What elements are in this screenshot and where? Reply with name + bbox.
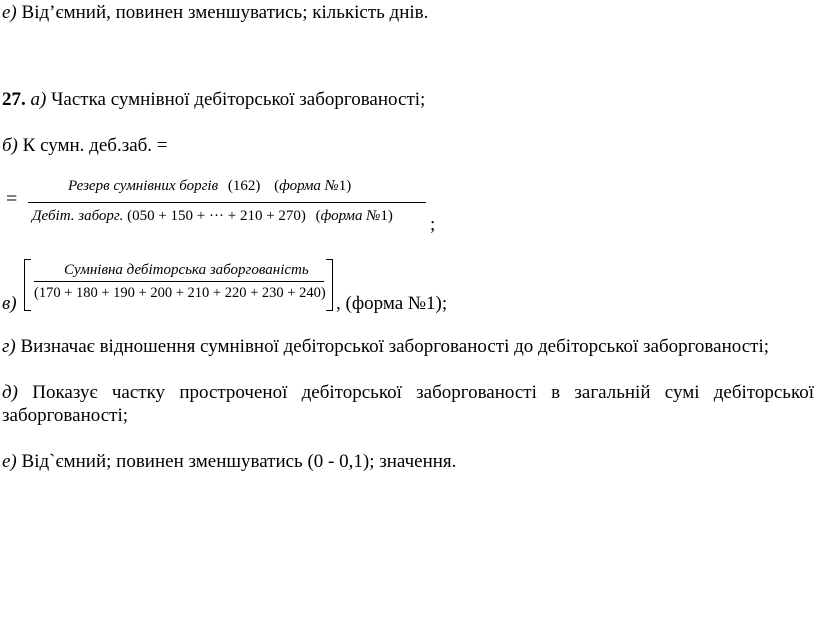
text-g: Визначає відношення сумнівної дебіторської заборгованості до дебіторської заборгованості; xyxy=(20,336,770,357)
v-numerator xyxy=(64,262,309,279)
text-a: Частка сумнівної дебіторської заборгованості; xyxy=(51,89,426,110)
answer-g xyxy=(2,336,769,358)
numerator-form-open: ( xyxy=(274,178,280,194)
denominator-form-open: ( xyxy=(315,208,321,224)
question-number: 27. xyxy=(2,89,26,110)
formula-eq: = xyxy=(6,188,18,210)
denominator-value: (050 + 150 + ··· + 210 + 270) xyxy=(127,208,306,224)
formula-numerator xyxy=(68,178,351,195)
answer-d-line1 xyxy=(2,382,814,404)
formula-semicolon: ; xyxy=(430,214,436,235)
label-b: б) xyxy=(2,135,18,156)
label-e-prev: е) xyxy=(2,2,17,23)
answer-e xyxy=(2,451,456,473)
question-27-a xyxy=(2,89,425,111)
left-bracket xyxy=(24,259,31,311)
numerator-label: Резерв сумнівних боргів xyxy=(68,178,219,194)
text-e-prev: Від’ємний, повинен зменшуватись; кількість днів. xyxy=(21,2,429,23)
text-d-line2: заборгованості; xyxy=(2,405,129,426)
answer-b xyxy=(2,135,168,157)
v-suffix: , (форма №1); xyxy=(336,293,448,314)
numerator-form: форма № xyxy=(279,178,339,194)
numerator-form-close: 1) xyxy=(338,178,352,194)
label-a: а) xyxy=(30,89,47,110)
answer-e-prev xyxy=(2,2,428,24)
formula-denominator xyxy=(32,208,393,225)
label-d: д) xyxy=(2,382,18,403)
denominator-form-close: 1) xyxy=(380,208,393,224)
v-denominator-value: (170 + 180 + 190 + 200 + 210 + 220 + 230 + 240) xyxy=(34,285,326,301)
denominator-form: форма № xyxy=(320,208,381,224)
label-e: е) xyxy=(2,451,17,472)
v-denominator xyxy=(34,285,326,302)
text-d-line1: Показує частку простроченої дебіторської заборгованості в загальній сумі дебіторської xyxy=(32,382,815,403)
denominator-label: Дебіт. заборг. xyxy=(32,208,124,224)
text-e: Від`ємний; повинен зменшуватись (0 - 0,1); значення. xyxy=(21,451,457,472)
numerator-value: (162) xyxy=(227,178,261,194)
label-v: в) xyxy=(2,293,17,314)
right-bracket xyxy=(326,259,333,311)
label-g: г) xyxy=(2,336,16,357)
answer-d-line2 xyxy=(2,405,128,427)
text-b: К сумн. деб.заб. = xyxy=(22,135,168,156)
v-fraction-bar xyxy=(34,281,324,282)
fraction-bar xyxy=(28,202,426,203)
v-numerator-label: Сумнівна дебіторська заборгованість xyxy=(64,262,309,278)
